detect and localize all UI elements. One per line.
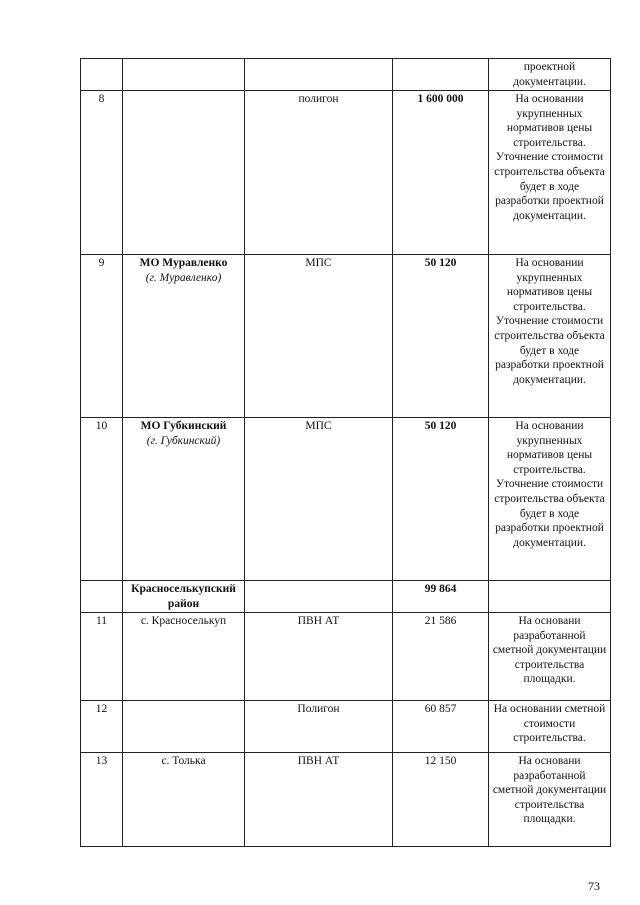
settlement-cell: с. Толька [123,753,245,847]
row-number: 10 [81,418,123,581]
basis-cell: На основании укрупненных нормативов цены строительства. Уточнение стоимости строительства объекта будет в ходе разработки проектной документации. [489,255,611,418]
row-number: 8 [81,91,123,255]
row-number: 11 [81,613,123,701]
row-number [81,59,123,91]
cost-cell [393,59,489,91]
table-row [81,613,611,701]
table-row [81,753,611,847]
table-row [81,418,611,581]
table-row [81,701,611,753]
object-cell: ПВН АТ [245,753,393,847]
basis-cell: На основании укрупненных нормативов цены строительства. Уточнение стоимости строительства объекта будет в ходе разработки проектной документации. [489,418,611,581]
municipality-cell [123,255,245,418]
object-cell: полигон [245,91,393,255]
object-cell [245,59,393,91]
table-row [81,581,611,613]
basis-cell: На основани разработанной сметной документации строительства площадки. [489,753,611,847]
cost-cell: 50 120 [393,255,489,418]
object-cell: МПС [245,418,393,581]
city-name: (г. Муравленко) [145,271,222,284]
row-number [81,581,123,613]
municipality-name: МО Муравленко [139,257,228,269]
basis-cell: На основани разработанной сметной документации строительства площадки. [489,613,611,701]
page-number: 73 [588,879,600,893]
basis-cell [489,581,611,613]
table-row [81,255,611,418]
cost-cell: 50 120 [393,418,489,581]
municipality-name: МО Губкинский [140,420,227,432]
municipality-cell [123,91,245,255]
row-number: 9 [81,255,123,418]
cost-cell: 21 586 [393,613,489,701]
city-name: (г. Губкинский) [146,434,221,447]
municipality-cell [123,59,245,91]
basis-cell: На основании укрупненных нормативов цены строительства. Уточнение стоимости строительства объекта будет в ходе разработки проектной документации. [489,91,611,255]
municipality-cell [123,418,245,581]
basis-cell: На основании сметной стоимости строительства. [489,701,611,753]
object-cell [245,581,393,613]
cost-cell: 12 150 [393,753,489,847]
district-cell: Красноселькупский район [123,581,245,613]
row-number: 13 [81,753,123,847]
object-cell: Полигон [245,701,393,753]
row-number: 12 [81,701,123,753]
cost-cell: 99 864 [393,581,489,613]
object-cell: МПС [245,255,393,418]
cost-table [80,58,611,847]
cost-cell: 1 600 000 [393,91,489,255]
cost-cell: 60 857 [393,701,489,753]
settlement-cell: с. Красноселькуп [123,613,245,701]
table-row [81,59,611,91]
table-row [81,91,611,255]
settlement-cell [123,701,245,753]
basis-cell: проектной документации. [489,59,611,91]
object-cell: ПВН АТ [245,613,393,701]
